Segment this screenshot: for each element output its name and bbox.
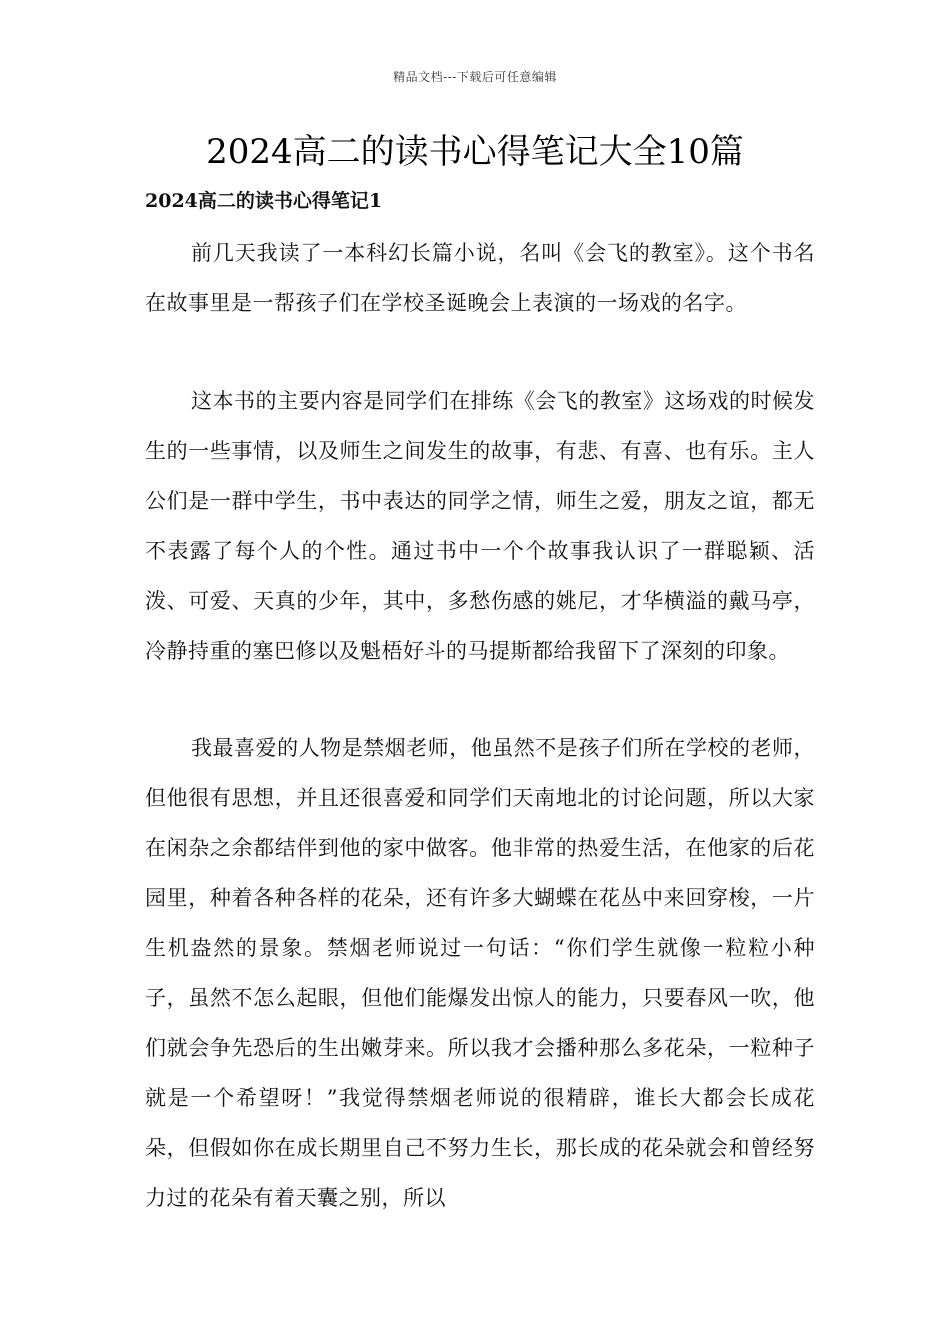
- header-note: 精品文档---下载后可任意编辑: [393, 70, 557, 84]
- paragraph-1: 前几天我读了一本科幻长篇小说，名叫《会飞的教室》。这个书名在故事里是一帮孩子们在学校圣诞晚会上表演的一场戏的名字。: [145, 241, 815, 315]
- paragraph-3: 我最喜爱的人物是禁烟老师，他虽然不是孩子们所在学校的老师，但他很有思想，并且还很喜爱和同学们天南地北的讨论问题，所以大家在闲杂之余都结伴到他的家中做客。他非常的热爱生活，在他家的后花园里，种着各种各样的花朵，还有许多大蝴蝶在花丛中来回穿梭，一片生机盎然的景象。禁烟老师说过一句话：“你们学生就像一粒粒小种子，虽然不怎么起眼，但他们能爆发出惊人的能力，只要春风一吹，他们就会争先恐后的生出嫩芽来。所以我才会播种那么多花朵，一粒种子就是一个希望呀！”我觉得禁烟老师说的很精辟，谁长大都会长成花朵，但假如你在成长期里自己不努力生长，那长成的花朵就会和曾经努力过的花朵有着天囊之别，所以: [145, 736, 815, 1210]
- paragraph-2: 这本书的主要内容是同学们在排练《会飞的教室》这场戏的时候发生的一些事情，以及师生之间发生的故事，有悲、有喜、也有乐。主人公们是一群中学生，书中表达的同学之情，师生之爱，朋友之谊，都无不表露了每个人的个性。通过书中一个个故事我认识了一群聪颖、活泼、可爱、天真的少年，其中，多愁伤感的姚尼，才华横溢的戴马亭，冷静持重的塞巴修以及魁梧好斗的马提斯都给我留下了深刻的印象。: [145, 389, 815, 663]
- section-heading: 2024高二的读书心得笔记1: [145, 190, 383, 212]
- document-title: 2024高二的读书心得笔记大全10篇: [206, 132, 744, 172]
